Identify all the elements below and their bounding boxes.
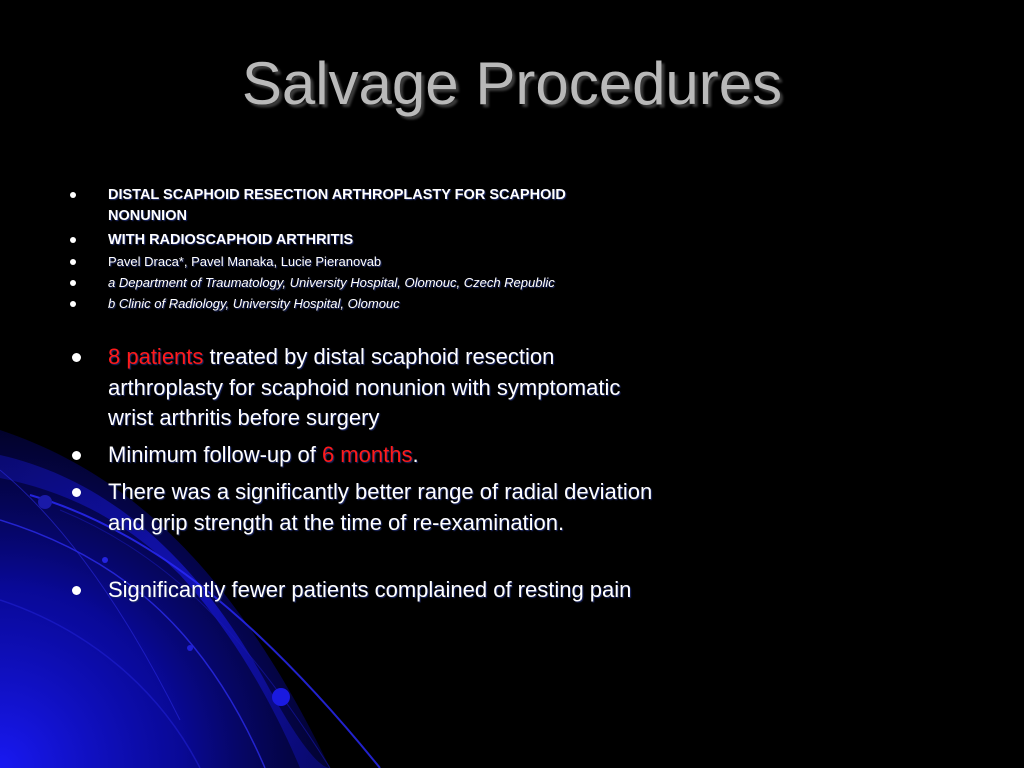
point-patients xyxy=(108,342,653,434)
point-text: Significantly fewer patients complained of resting pain xyxy=(108,577,632,602)
bullet-dot-icon xyxy=(70,237,76,243)
point-range-of-motion xyxy=(108,477,653,538)
reference-text: a Department of Traumatology, University Hospital, Olomouc, Czech Republic xyxy=(108,275,555,290)
bullet-dot-icon xyxy=(72,353,81,362)
reference-title-line-2 xyxy=(108,230,588,251)
point-resting-pain xyxy=(108,575,653,606)
highlight-follow-up: 6 months xyxy=(321,442,413,467)
swirl-dot-3 xyxy=(102,557,108,563)
reference-text: DISTAL SCAPHOID RESECTION ARTHROPLASTY FOR SCAPHOID NONUNION xyxy=(108,187,566,224)
reference-authors xyxy=(108,252,668,272)
bullet-dot-icon xyxy=(70,301,76,307)
point-text: treated by distal scaphoid resection arthroplasty for scaphoid nonunion with symptomatic wrist arthritis before surgery xyxy=(108,344,621,430)
highlight-patients: 8 patients xyxy=(108,344,204,369)
bullet-dot-icon xyxy=(70,259,76,265)
slide-title: Salvage Procedures xyxy=(241,50,783,117)
point-tail: . xyxy=(412,442,419,467)
bullet-dot-icon xyxy=(72,586,81,595)
bullet-dot-icon xyxy=(72,488,81,497)
reference-title-line-1 xyxy=(108,185,588,227)
reference-affiliation-b xyxy=(108,294,668,314)
swirl-dot-2 xyxy=(272,688,290,706)
bullet-dot-icon xyxy=(70,192,76,198)
reference-text: Pavel Draca*, Pavel Manaka, Lucie Pieranovab xyxy=(108,254,382,269)
reference-text: b Clinic of Radiology, University Hospital, Olomouc xyxy=(108,296,400,311)
bullet-dot-icon xyxy=(70,280,76,286)
reference-affiliation-a xyxy=(108,273,668,293)
point-lead: Minimum follow-up of xyxy=(108,442,322,467)
point-text: There was a significantly better range of radial deviation and grip strength at the time of re-examination. xyxy=(108,479,653,535)
point-follow-up xyxy=(108,440,653,471)
reference-text: WITH RADIOSCAPHOID ARTHRITIS xyxy=(108,232,354,248)
bullet-dot-icon xyxy=(72,451,81,460)
swirl-dot-4 xyxy=(187,645,193,651)
swirl-dot-1 xyxy=(38,495,52,509)
